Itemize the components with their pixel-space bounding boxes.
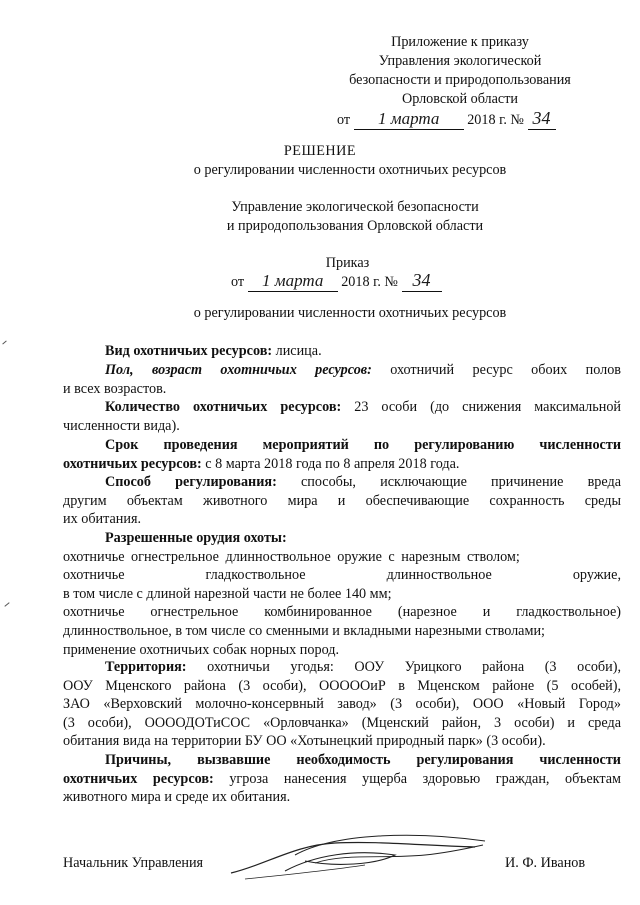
reasons-value-1: угроза нанесения ущерба здоровью граждан, объектам (213, 770, 621, 787)
method-label: Способ регулирования: (105, 474, 277, 490)
method-value-3: их обитания. (63, 511, 142, 528)
territory-line-5: обитания вида на территории БУ ОО «Хотынецкий природный парк» (3 особи). (63, 733, 546, 750)
tools-line-3: в том числе с длиной нарезной части не более 140 мм; (63, 585, 392, 602)
sex-age-value-1: охотничий ресурс обоих полов (371, 362, 621, 378)
appendix-line-2: Управления экологической (378, 53, 542, 69)
species-paragraph (63, 342, 621, 361)
order-year: 2018 г. № (341, 274, 398, 290)
appendix-line-1: Приложение к приказу (391, 34, 529, 50)
appendix-date-handwritten: 1 марта (354, 109, 464, 130)
method-value-2: другим объектам животного мира и обеспечивающие сохранность среды (63, 492, 621, 509)
order-date-prefix: от (231, 274, 245, 290)
tools-line-6: применение охотничьих собак норных пород. (63, 641, 340, 658)
sex-age-label: Пол, возраст охотничьих ресурсов: (105, 362, 372, 378)
organization-line-1: Управление экологической безопасности (231, 199, 479, 215)
appendix-line-3: безопасности и природопользования (349, 72, 571, 88)
document-subtitle: о регулировании численности охотничьих ресурсов (193, 162, 507, 178)
signature-position: Начальник Управления (63, 855, 204, 871)
reasons-paragraph (63, 751, 621, 807)
territory-line-2: ООУ Мценского района (3 особи), ОООООиР в Мценском районе (5 особей), (63, 677, 621, 694)
order-subject: о регулировании численности охотничьих ресурсов (193, 305, 507, 321)
order-date-line (231, 270, 442, 292)
tools-label: Разрешенные орудия охоты: (105, 530, 287, 546)
territory-line-3: ЗАО «Верховский молочно-консервный завод» (3 особи), ООО «Новый Город» (63, 696, 621, 713)
tools-line-1: охотничье огнестрельное длинноствольное оружие с нарезным стволом; (63, 548, 520, 565)
order-label: Приказ (325, 255, 370, 271)
term-value: с 8 марта 2018 года по 8 апреля 2018 года. (201, 455, 460, 472)
appendix-date-line (337, 108, 556, 130)
territory-paragraph (63, 658, 621, 751)
appendix-line-4: Орловской области (401, 91, 519, 107)
appendix-date-prefix: от (337, 112, 351, 128)
term-label-1: Срок проведения мероприятий по регулированию численности (105, 437, 621, 453)
method-value-1: способы, исключающие причинение вреда (276, 474, 621, 490)
quantity-paragraph (63, 398, 621, 435)
scan-mark (4, 602, 9, 607)
species-value: лисица. (272, 343, 322, 359)
order-number-handwritten: 34 (402, 270, 442, 292)
method-paragraph (63, 473, 621, 529)
territory-label: Территория: (105, 659, 187, 675)
sex-age-value-2: и всех возрастов. (63, 380, 167, 397)
tools-line-4: охотничье огнестрельное комбинированное (нарезное и гладкоствольное) (63, 604, 621, 621)
species-label: Вид охотничьих ресурсов: (105, 343, 273, 359)
quantity-value-1: 23 особи (до снижения максимальной (341, 399, 622, 415)
term-paragraph (63, 436, 621, 473)
appendix-year: 2018 г. № (467, 112, 524, 128)
quantity-value-2: численности вида). (63, 417, 180, 434)
territory-line-1: охотничьи угодья: ООУ Урицкого района (3 особи), (186, 659, 621, 675)
appendix-number-handwritten: 34 (528, 108, 556, 130)
order-date-handwritten: 1 марта (248, 271, 338, 292)
handwritten-signature (225, 825, 505, 885)
scan-mark (2, 341, 6, 345)
tools-paragraph (63, 529, 621, 659)
tools-line-2: охотничье гладкоствольное длинноствольное оружие, (63, 567, 621, 584)
territory-line-4: (3 особи), ООООДОТиСОС «Орловчанка» (Мценский район, 3 особи) и среда (63, 714, 621, 731)
tools-line-5: длинноствольное, в том числе со сменными и вкладными нарезными стволами; (63, 622, 545, 639)
reasons-value-2: животного мира и среде их обитания. (63, 789, 291, 806)
reasons-label-1: Причины, вызвавшие необходимость регулирования численности (105, 752, 621, 768)
document-title: РЕШЕНИЕ (283, 143, 357, 159)
sex-age-paragraph (63, 361, 621, 398)
term-label-2: охотничьих ресурсов: (63, 455, 202, 472)
signatory-name: И. Ф. Иванов (505, 855, 586, 871)
reasons-label-2: охотничьих ресурсов: (63, 770, 214, 787)
organization-line-2: и природопользования Орловской области (226, 218, 484, 234)
quantity-label: Количество охотничьих ресурсов: (105, 399, 342, 415)
